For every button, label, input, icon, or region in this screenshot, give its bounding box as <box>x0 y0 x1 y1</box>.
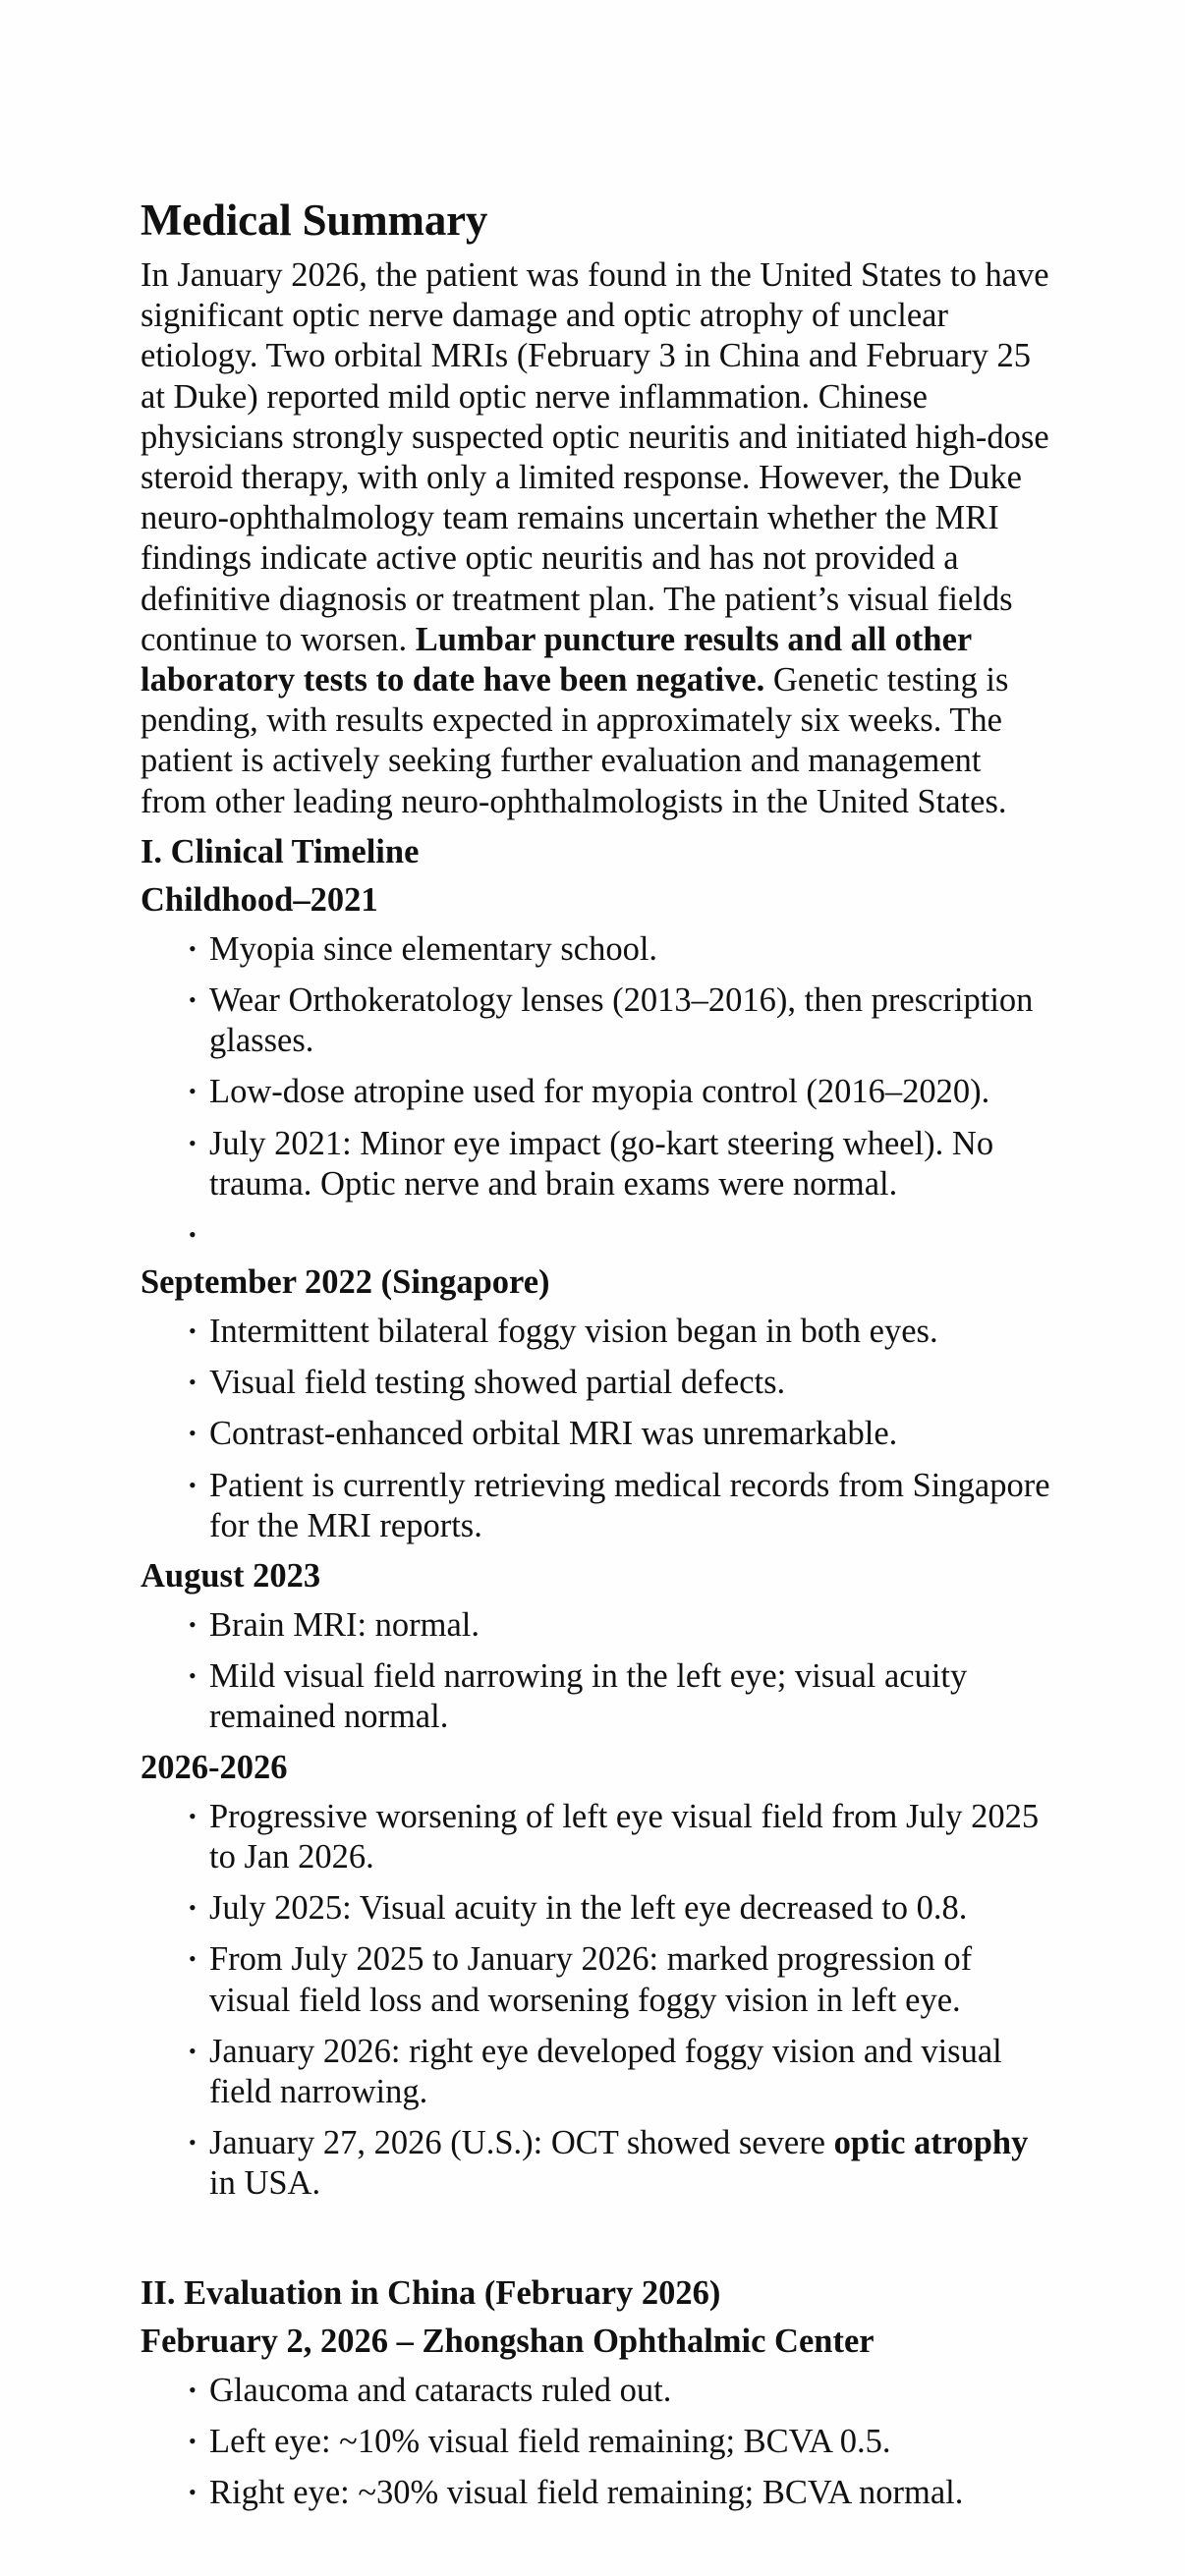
bullet-icon: • <box>189 1472 197 1497</box>
list-item <box>141 1465 1054 1546</box>
period-title-childhood-2021: Childhood–2021 <box>141 880 378 919</box>
bullet-icon: • <box>189 987 197 1013</box>
list-item-text: Low-dose atropine used for myopia control (2016–2020). <box>209 1073 990 1111</box>
list-item-text: Visual field testing showed partial defects. <box>209 1364 786 1402</box>
list-item-text: January 27, 2026 (U.S.): OCT showed severe <box>209 2124 834 2162</box>
list-item <box>141 2421 1054 2462</box>
bullet-icon: • <box>189 2428 197 2453</box>
list-item-text: Progressive worsening of left eye visual field from July 2025 to Jan 2026. <box>209 1797 1040 1876</box>
bullet-icon: • <box>189 2130 197 2156</box>
bullet-icon: • <box>189 1318 197 1344</box>
summary-bold-text: Lumbar puncture results and all other laboratory tests to date have been negative. <box>141 620 972 700</box>
period-title-september-2022: September 2022 (Singapore) <box>141 1263 550 1302</box>
list-item-text: January 2026: right eye developed foggy vision and visual field narrowing. <box>209 2032 1002 2110</box>
list-item-text: July 2025: Visual acuity in the left eye decreased to 0.8. <box>209 1889 968 1928</box>
list-item-text: From July 2025 to January 2026: marked progression of visual field loss and worsening foggy vision in left eye. <box>209 1940 973 2019</box>
list-item-text-continued: in USA. <box>209 2164 321 2203</box>
list-item-text: Left eye: ~10% visual field remaining; BCVA 0.5. <box>209 2422 891 2460</box>
list-item-text: Intermittent bilateral foggy vision began in both eyes. <box>209 1313 938 1351</box>
bullet-icon: • <box>189 1946 197 1972</box>
list-item <box>141 1071 1054 1112</box>
bullet-list-zhongshan <box>141 2370 1054 2514</box>
list-item-text: Right eye: ~30% visual field remaining; BCVA normal. <box>209 2473 964 2511</box>
section-title-clinical-timeline: I. Clinical Timeline <box>141 832 420 870</box>
list-item-text: Myopia since elementary school. <box>209 929 658 968</box>
list-item <box>141 1413 1054 1454</box>
bullet-icon: • <box>189 1895 197 1921</box>
list-item-text: Patient is currently retrieving medical records from Singapore for the MRI reports. <box>209 1466 1050 1544</box>
list-item-text: Brain MRI: normal. <box>209 1606 480 1645</box>
period-title-zhongshan: February 2, 2026 – Zhongshan Ophthalmic Center <box>141 2322 875 2360</box>
bullet-icon: • <box>189 1370 197 1395</box>
list-item <box>141 2472 1054 2513</box>
document-title: Medical Summary <box>141 196 488 245</box>
list-item <box>141 2370 1054 2411</box>
bullet-list-august-2023 <box>141 1604 1054 1738</box>
bullet-icon: • <box>189 1079 197 1104</box>
bullet-list-september-2022 <box>141 1311 1054 1546</box>
list-item <box>141 1311 1054 1352</box>
list-item <box>141 2122 1054 2204</box>
list-item <box>141 2031 1054 2112</box>
list-item-text: July 2021: Minor eye impact (go-kart steering wheel). No trauma. Optic nerve and brain exams were normal. <box>209 1124 994 1203</box>
summary-text-continued: Genetic testing is pending, with results expected in approximately six weeks. The patient is actively seeking further evaluation and management from other leading neuro-ophthalmologists in the United States. <box>141 661 1009 820</box>
list-item <box>141 1362 1054 1403</box>
summary-text: In January 2026, the patient was found in the United States to have significant optic nerve damage and optic atrophy of unclear etiology. Two orbital MRIs (February 3 in China and February 25 at Duke) reported mild optic nerve inflammation. Chinese physicians strongly suspected optic neuritis and initiated high-dose steroid therapy, with only a limited response. However, the Duke neuro-ophthalmology team remains uncertain whether the MRI findings indicate active optic neuritis and has not provided a definitive diagnosis or treatment plan. The patient’s visual fields continue to worsen. <box>141 256 1049 658</box>
period-title-august-2023: August 2023 <box>141 1557 321 1596</box>
bullet-icon: • <box>189 2377 197 2402</box>
list-item-bold-text: optic atrophy <box>833 2124 1029 2162</box>
list-item-text: Glaucoma and cataracts ruled out. <box>209 2371 672 2409</box>
bullet-icon: • <box>189 1663 197 1689</box>
list-item-text: Wear Orthokeratology lenses (2013–2016), then prescription glasses. <box>209 981 1034 1060</box>
bullet-icon: • <box>189 935 197 961</box>
section-spacer <box>141 2214 1054 2264</box>
bullet-icon: • <box>189 1803 197 1828</box>
list-item <box>141 1604 1054 1646</box>
bullet-list-childhood-2021 <box>141 928 1054 1255</box>
list-item <box>141 1796 1054 1877</box>
bullet-icon: • <box>189 1612 197 1638</box>
bullet-icon: • <box>189 1130 197 1155</box>
list-item-empty <box>141 1214 1054 1255</box>
bullet-icon: • <box>189 2479 197 2504</box>
list-item <box>141 1938 1054 2020</box>
bullet-icon: • <box>189 2038 197 2063</box>
section-title-evaluation-china: II. Evaluation in China (February 2026) <box>141 2273 721 2312</box>
bullet-list-2026 <box>141 1796 1054 2205</box>
list-item <box>141 1123 1054 1204</box>
period-title-2026: 2026-2026 <box>141 1748 288 1786</box>
list-item <box>141 928 1054 970</box>
medical-summary-paragraph <box>141 255 1054 822</box>
list-item <box>141 1887 1054 1929</box>
bullet-icon: • <box>189 1421 197 1446</box>
document-page <box>141 193 1054 2523</box>
list-item <box>141 980 1054 1061</box>
bullet-icon: • <box>189 1222 197 1248</box>
list-item-text: Contrast-enhanced orbital MRI was unremarkable. <box>209 1415 898 1453</box>
list-item-text: Mild visual field narrowing in the left eye; visual acuity remained normal. <box>209 1657 968 1736</box>
list-item <box>141 1655 1054 1737</box>
